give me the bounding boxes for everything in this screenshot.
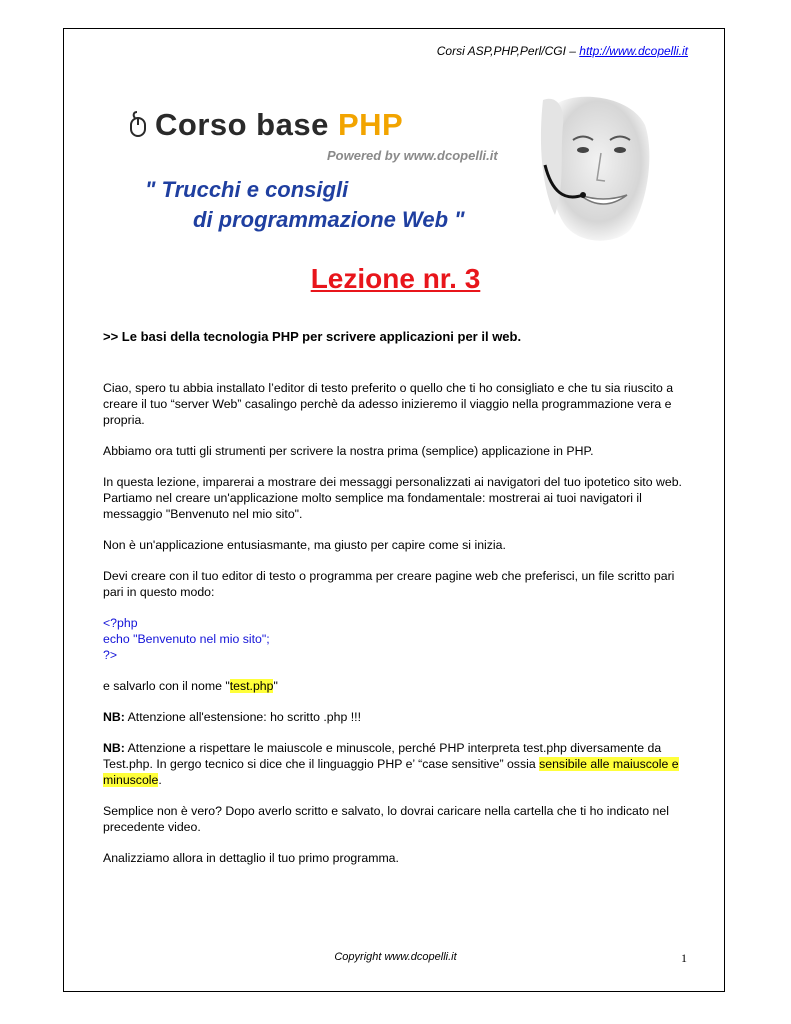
lesson-body <box>103 380 691 881</box>
paragraph-upload: Semplice non è vero? Dopo averlo scritto e salvato, lo dovrai caricare nella cartella che ti ho indicato nel precedente video. <box>103 804 669 834</box>
banner-powered-by: Powered by www.dcopelli.it <box>327 148 498 163</box>
banner-title-main: Corso base <box>155 107 329 142</box>
save-text: e salvarlo con il nome " <box>103 679 230 693</box>
paragraph-analyze: Analizziamo allora in dettaglio il tuo primo programma. <box>103 851 399 865</box>
paragraph-save <box>103 678 691 694</box>
woman-headset-photo <box>535 95 655 245</box>
note-extension <box>103 709 691 725</box>
paragraph-lesson: In questa lezione, imparerai a mostrare dei messaggi personalizzati ai navigatori del tuo ipotetico sito web. Partiamo nel creare un'applicazione molto semplice ma fondamentale: mostrerai ai tuoi navigatori il messaggio "Benvenuto nel mio sito". <box>103 475 682 521</box>
banner-title <box>127 107 403 143</box>
lesson-subtitle: >> Le basi della tecnologia PHP per scrivere applicazioni per il web. <box>103 329 522 344</box>
note-case-sensitive <box>103 740 691 788</box>
paragraph-tools: Abbiamo ora tutti gli strumenti per scrivere la nostra prima (semplice) applicazione in PHP. <box>103 444 594 458</box>
header <box>437 44 688 58</box>
footer-copyright: Copyright www.dcopelli.it <box>334 951 457 963</box>
note-text: Attenzione all'estensione: ho scritto .php !!! <box>124 710 361 724</box>
save-text-end: " <box>273 679 278 693</box>
paragraph-intro: Ciao, spero tu abbia installato l’editor di testo preferito o quello che ti ho consigliato e che tu sia riuscito a creare il tuo “server Web” casalingo perchè da adesso inizieremo il viaggio nella programmazione vera e propria. <box>103 381 674 427</box>
lesson-title: Lezione nr. 3 <box>310 263 481 294</box>
banner-tagline-line2: di programmazione Web " <box>193 207 465 232</box>
header-link[interactable]: http://www.dcopelli.it <box>579 44 688 58</box>
header-text: Corsi ASP,PHP,Perl/CGI – <box>436 44 576 58</box>
note-text: Attenzione a rispettare le maiuscole e minuscole, perché PHP interpreta test.php diversamente da Test.php. In gergo tecnico si dice che il linguaggio PHP e’ “case sensitive” ossia <box>103 741 662 771</box>
paragraph-note: Non è un'applicazione entusiasmante, ma giusto per capire come si inizia. <box>103 538 506 552</box>
highlighted-phrase: sensibile alle maiuscole e minuscole <box>103 757 679 787</box>
course-banner <box>127 95 687 250</box>
banner-title-php: PHP <box>337 107 404 142</box>
page-number: 1 <box>681 951 687 965</box>
code-line: <?php <box>103 616 138 630</box>
code-block <box>103 615 691 663</box>
mouse-icon <box>127 110 149 138</box>
code-line: ?> <box>103 648 118 662</box>
paragraph-instructions: Devi creare con il tuo editor di testo o programma per creare pagine web che preferisci, un file scritto pari pari in questo modo: <box>103 569 675 599</box>
note-label: NB: <box>103 710 125 724</box>
banner-tagline-line1: " Trucchi e consigli <box>145 177 349 202</box>
highlighted-filename: test.php <box>229 679 274 693</box>
code-line: echo "Benvenuto nel mio sito"; <box>103 632 270 646</box>
note-label: NB: <box>103 741 125 755</box>
note-text-end: . <box>158 773 162 787</box>
